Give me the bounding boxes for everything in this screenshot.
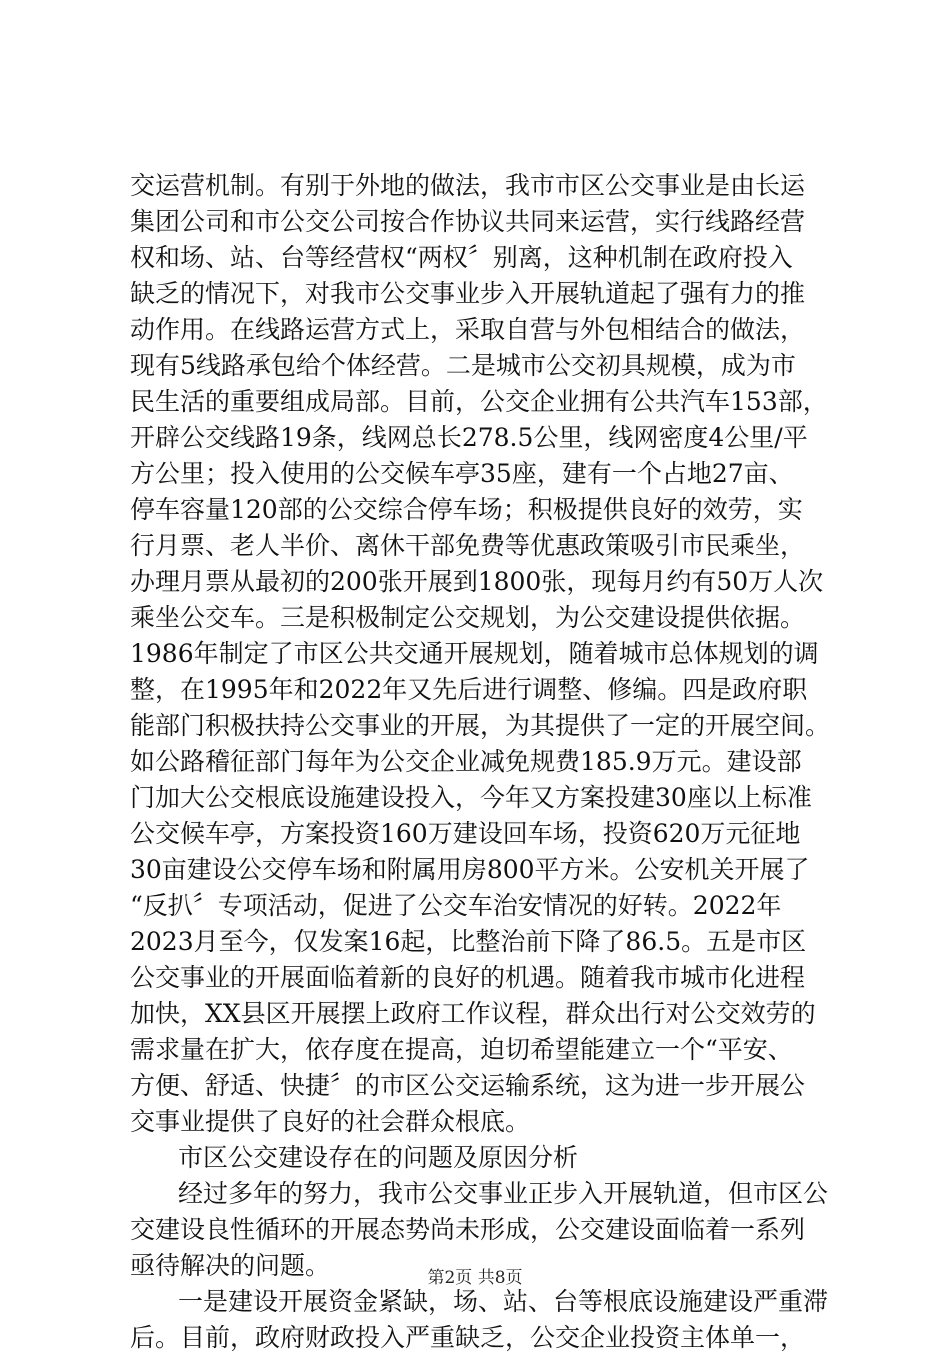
page-number-footer: 第2页 共8页	[427, 1268, 523, 1288]
text-line: 经过多年的努力，我市公交事业正步入开展轨道，但市区公	[178, 1179, 829, 1208]
text-line: 需求量在扩大，依存度在提高，迫切希望能建立一个“平安、	[130, 1035, 793, 1064]
text-line: 方公里；投入使用的公交候车亭35座，建有一个占地27亩、	[130, 459, 794, 488]
text-line: 如公路稽征部门每年为公交企业减免规费185.9万元。建设部	[130, 747, 802, 776]
text-line: 动作用。在线路运营方式上，采取自营与外包相结合的做法，	[130, 315, 806, 344]
text-line: 2023月至今，仅发案16起，比整治前下降了86.5。五是市区	[130, 927, 807, 956]
text-line: 门加大公交根底设施建设投入，今年又方案投建30座以上标准	[130, 783, 812, 812]
text-line: 30亩建设公交停车场和附属用房800平方米。公安机关开展了	[130, 855, 810, 884]
text-line: 1986年制定了市区公共交通开展规划，随着城市总体规划的调	[130, 639, 819, 668]
text-line: 方便、舒适、快捷〞的市区公交运输系统，这为进一步开展公	[130, 1071, 806, 1100]
text-line: 乘坐公交车。三是积极制定公交规划，为公交建设提供依据。	[130, 603, 806, 632]
text-line: 能部门积极扶持公交事业的开展，为其提供了一定的开展空间。	[130, 711, 830, 740]
text-line: 交事业提供了良好的社会群众根底。	[130, 1107, 531, 1136]
text-line: 一是建设开展资金紧缺，场、站、台等根底设施建设严重滞	[178, 1287, 829, 1316]
text-line: 整，在1995年和2022年又先后进行调整、修编。四是政府职	[130, 675, 808, 704]
text-line: “反扒〞专项活动，促进了公交车治安情况的好转。2022年	[130, 891, 782, 920]
text-line: 集团公司和市公交公司按合作协议共同来运营，实行线路经营	[130, 207, 806, 236]
document-body	[130, 168, 830, 1356]
section-heading: 市区公交建设存在的问题及原因分析	[178, 1143, 579, 1172]
text-line: 交建设良性循环的开展态势尚未形成，公交建设面临着一系列	[130, 1215, 806, 1244]
text-line: 加快，XX县区开展摆上政府工作议程，群众出行对公交效劳的	[130, 999, 816, 1028]
text-line: 权和场、站、台等经营权“两权〞别离，这种机制在政府投入	[130, 243, 793, 272]
text-line: 停车容量120部的公交综合停车场；积极提供良好的效劳，实	[130, 495, 803, 524]
text-line: 现有5线路承包给个体经营。二是城市公交初具规模，成为市	[130, 351, 796, 380]
text-line: 公交事业的开展面临着新的良好的机遇。随着我市城市化进程	[130, 963, 806, 992]
text-line: 后。目前，政府财政投入严重缺乏，公交企业投资主体单一，	[130, 1323, 806, 1352]
text-line: 缺乏的情况下，对我市公交事业步入开展轨道起了强有力的推	[130, 279, 806, 308]
text-line: 公交候车亭，方案投资160万建设回车场，投资620万元征地	[130, 819, 801, 848]
text-line: 交运营机制。有别于外地的做法，我市市区公交事业是由长运	[130, 171, 806, 200]
text-line: 亟待解决的问题。	[130, 1251, 331, 1280]
text-line: 行月票、老人半价、离休干部免费等优惠政策吸引市民乘坐，	[130, 531, 806, 560]
text-line: 开辟公交线路19条，线网总长278.5公里，线网密度4公里/平	[130, 423, 808, 452]
text-line: 民生活的重要组成局部。目前，公交企业拥有公共汽车153部，	[130, 387, 828, 416]
text-line: 办理月票从最初的200张开展到1800张，现每月约有50万人次	[130, 567, 824, 596]
